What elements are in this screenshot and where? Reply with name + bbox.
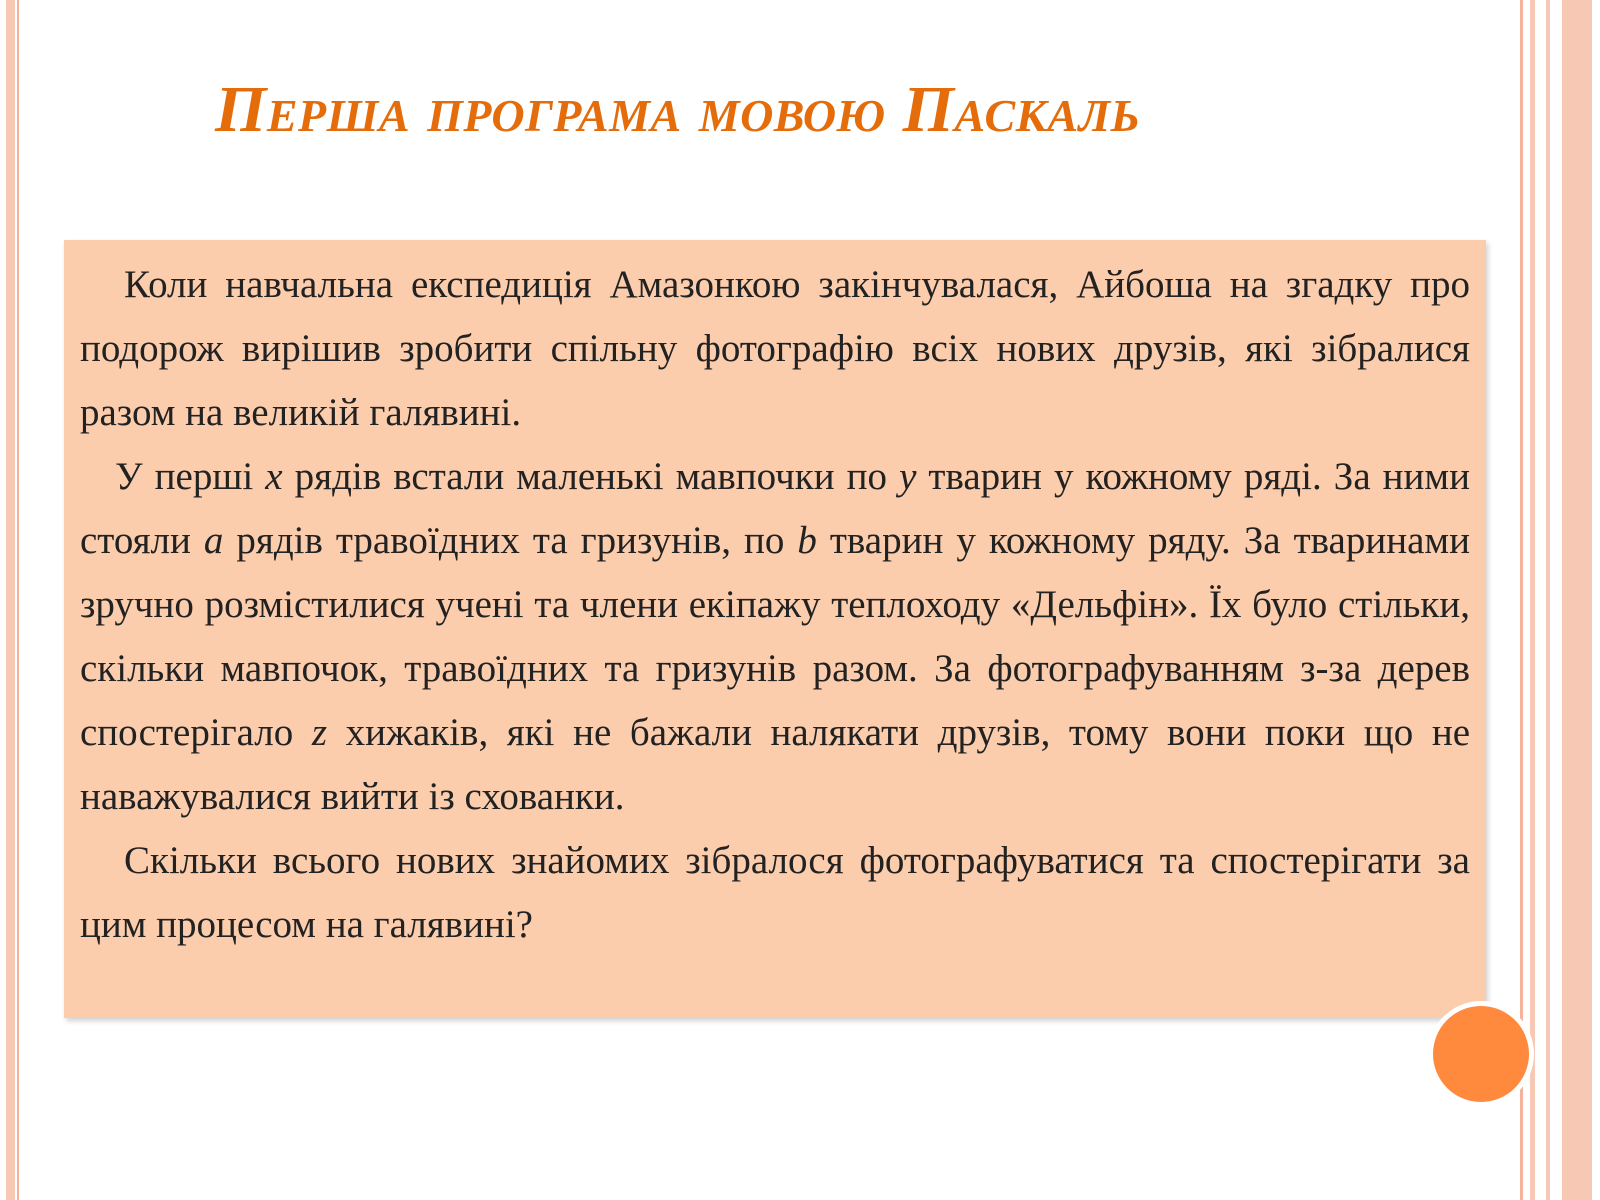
- text-fragment: тварин у кожному ряду. За тваринами зручно розмістилися учені та члени екіпажу теплоходу «Дельфін». Їх було стільки, скільки мавпочок, травоїдних та гризунів разом. За фотографуванням з-за дерев спостерігало: [80, 519, 1470, 754]
- text-fragment: тварин у кожному ряді. За ними стояли: [80, 455, 1470, 562]
- paragraph-intro: Коли навчальна експедиція Амазонкою закінчувалася, Айбоша на згадку про подорож вирішив зробити спільну фотографію всіх нових друзів, які зібралися разом на великій галявині.: [80, 263, 1470, 434]
- right-frame-line-3: [1546, 0, 1550, 1200]
- text-fragment: рядів травоїдних та гризунів, по: [223, 519, 798, 562]
- problem-text-box: [64, 240, 1486, 1018]
- paragraph-conditions: [80, 445, 1470, 829]
- variable-z: z: [311, 711, 328, 754]
- left-frame-line-outer: [6, 0, 15, 1200]
- variable-a: a: [203, 519, 224, 562]
- right-frame-line-2: [1530, 0, 1535, 1200]
- text-fragment: У перші: [115, 455, 266, 498]
- decorative-circle: [1428, 1001, 1534, 1107]
- variable-y: y: [899, 455, 917, 498]
- variable-x: x: [265, 455, 283, 498]
- slide-title: Перша програма мовою Паскаль: [215, 73, 1141, 146]
- paragraph-question: Скільки всього нових знайомих зібралося фотографуватися та спостерігати за цим процесом на галявині?: [80, 839, 1470, 946]
- text-fragment: хижаків, які не бажали налякати друзів, тому вони поки що не наважувалися вийти із схованки.: [80, 711, 1471, 818]
- variable-b: b: [797, 519, 817, 562]
- right-frame-band: [1562, 0, 1592, 1200]
- text-fragment: рядів встали маленькі мавпочки по: [282, 455, 900, 498]
- left-frame-line-inner: [17, 0, 19, 1200]
